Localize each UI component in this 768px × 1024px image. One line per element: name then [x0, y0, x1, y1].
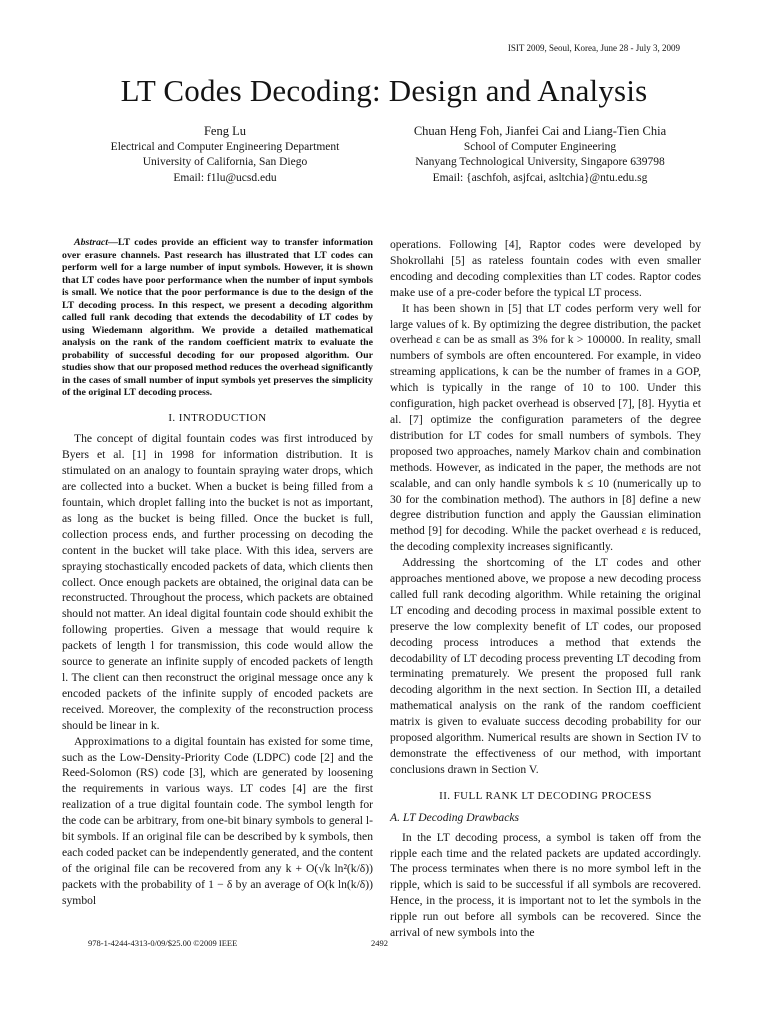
paragraph: It has been shown in [5] that LT codes perform very well for large values of k. By optimizing the degree distribution, the packet overhead ε can be as small as 3% for k > 100000. In reality, small numbers of symbols are often encountered. For example, in video streaming applications, k can be the number of frames in a GOP, which is typically in the range of 10 to 100. Under this configuration, high packet overhead is observed [7], [8]. Hyytia et al. [7] optimize the configuration parameters of the degree distribution for LT codes for small numbers of symbols. They proposed two approaches, namely Markov chain and combination methods. However, as indicated in the paper, the methods are not scalable, and can only handle symbols k ≤ 10 (numerically up to 30 for the combination method). The authors in [8] define a new degree distribution function and apply the Gaussian elimination method [9] for decoding. While the packet overhead ε is reduced, the decoding complexity increases significantly. [390, 301, 701, 554]
author-email: Email: {aschfoh, asjfcai, asltchia}@ntu.edu.sg [432, 171, 648, 184]
author-institution: University of California, San Diego [142, 156, 308, 168]
abstract-lead: Abstract [74, 237, 109, 248]
author-name: Feng Lu [203, 124, 246, 138]
left-column [62, 237, 373, 909]
paragraph: operations. Following [4], Raptor codes were developed by Shokrollahi [5] as rateless fountain codes with even smaller encoding and decoding complexities than LT codes. Raptor codes make use of a pre-coder before the typical LT process. [390, 238, 701, 299]
abstract [62, 237, 373, 400]
paragraph: Addressing the shortcoming of the LT codes and other approaches mentioned above, we propose a new decoding process called full rank decoding algorithm. While retaining the original LT encoding and decoding process in maximal possible extent to preserve the low complexity benefit of LT codes, our proposed decoding process introduces a method that extends the decodability of LT decoding process preventing LT decoding from terminating prematurely. We present the proposed full rank decoding algorithm in the next section. In Section III, a detailed mathematical analysis on the rank of the random coefficient matrix is given to evaluate success decoding probability for our proposed algorithm. Numerical results are shown in Section IV to demonstrate the effectiveness of our method, with important conclusions drawn in Section V. [390, 556, 701, 776]
subsection-heading: A. LT Decoding Drawbacks [390, 810, 520, 824]
section-heading-introduction: I. INTRODUCTION [168, 411, 267, 424]
paragraph: In the LT decoding process, a symbol is taken off from the ripple each time and the related packets are updated accordingly. The process terminates when there is no more symbol left in the ripple, which is said to be successful if all symbols are recovered. Hence, in the process, it is important not to let the symbols in the ripple run out before all symbols can be recovered. Since the arrival of new symbols into the [390, 830, 701, 940]
abstract-text: —LT codes provide an efficient way to transfer information over erasure channels. Past research has illustrated that LT codes can perform well for a large number of input symbols. However, it is shown that LT codes have poor performance when the number of input symbols is small. We notice that the poor performance is due to the design of the LT decoding process. In this respect, we present a decoding algorithm called full rank decoding that extends the decodability of LT codes by using Wiedemann algorithm. We provide a detailed mathematical analysis on the rank of the random coefficient matrix to evaluate the probability of successful decoding for our proposed algorithm. Our studies show that our proposed method reduces the overhead significantly in the cases of small number of input symbols yet preserves the simplicity of the original LT decoding process. [62, 237, 373, 398]
footer-copyright: 978-1-4244-4313-0/09/$25.00 ©2009 IEEE [88, 938, 238, 948]
page-number: 2492 [371, 938, 388, 948]
author-block-right [380, 124, 700, 186]
paragraph: Approximations to a digital fountain has existed for some time, such as the Low-Density-Priority Code (LDPC) code [2] and the Reed-Solomon (RS) code [3], which are generated by loosening the requirements in various ways. LT codes [4] are the first realization of a true digital fountain code. The symbol length for the code can be arbitrary, from one-bit binary symbols to general l-bit symbols. If an original file can be described by k symbols, then each coded packet can be independently generated, and the content of the original file can be recovered from any k + O(√k ln²(k/δ)) packets with the probability of 1 − δ by an average of O(k ln(k/δ)) symbol [62, 734, 373, 907]
right-column [390, 237, 701, 941]
author-email: Email: f1lu@ucsd.edu [173, 171, 277, 184]
paragraph: The concept of digital fountain codes was first introduced by Byers et al. [1] in 1998 for information distribution. It is stimulated on an analogy to fountain spraying water drops, which are collected into a bucket. When a bucket is being filled from a fountain, which droplet falling into the bucket is not as important, as long as the bucket is being filled. Once the bucket is full, collection process ends, and further processing on decoding the content in the bucket will take place. With this idea, servers are spraying stochastically encoded packets of data, which clients then collect. Once enough packets are obtained, the original data can be reconstructed. Throughout the process, which packets are obtained should not matter. An ideal digital fountain code should exhibit the following properties. Given a message that would require k packets of length l for transmission, this code would allow the source to generate an infinite supply of encoded packets of length l. The client can then reconstruct the original message once any k encoded packets of the infinite supply of encoded packets are received. Moreover, the complexity of the reconstruction process should be linear in k. [62, 432, 373, 732]
author-name: Chuan Heng Foh, Jianfei Cai and Liang-Tien Chia [413, 124, 667, 138]
author-affiliation: School of Computer Engineering [463, 140, 617, 153]
paper-title: LT Codes Decoding: Design and Analysis [120, 73, 648, 108]
author-institution: Nanyang Technological University, Singapore 639798 [415, 156, 665, 168]
author-block-left [75, 124, 375, 186]
conference-header: ISIT 2009, Seoul, Korea, June 28 - July 3, 2009 [507, 43, 680, 53]
section-heading-full-rank: II. FULL RANK LT DECODING PROCESS [439, 789, 652, 802]
author-affiliation: Electrical and Computer Engineering Department [110, 140, 340, 153]
